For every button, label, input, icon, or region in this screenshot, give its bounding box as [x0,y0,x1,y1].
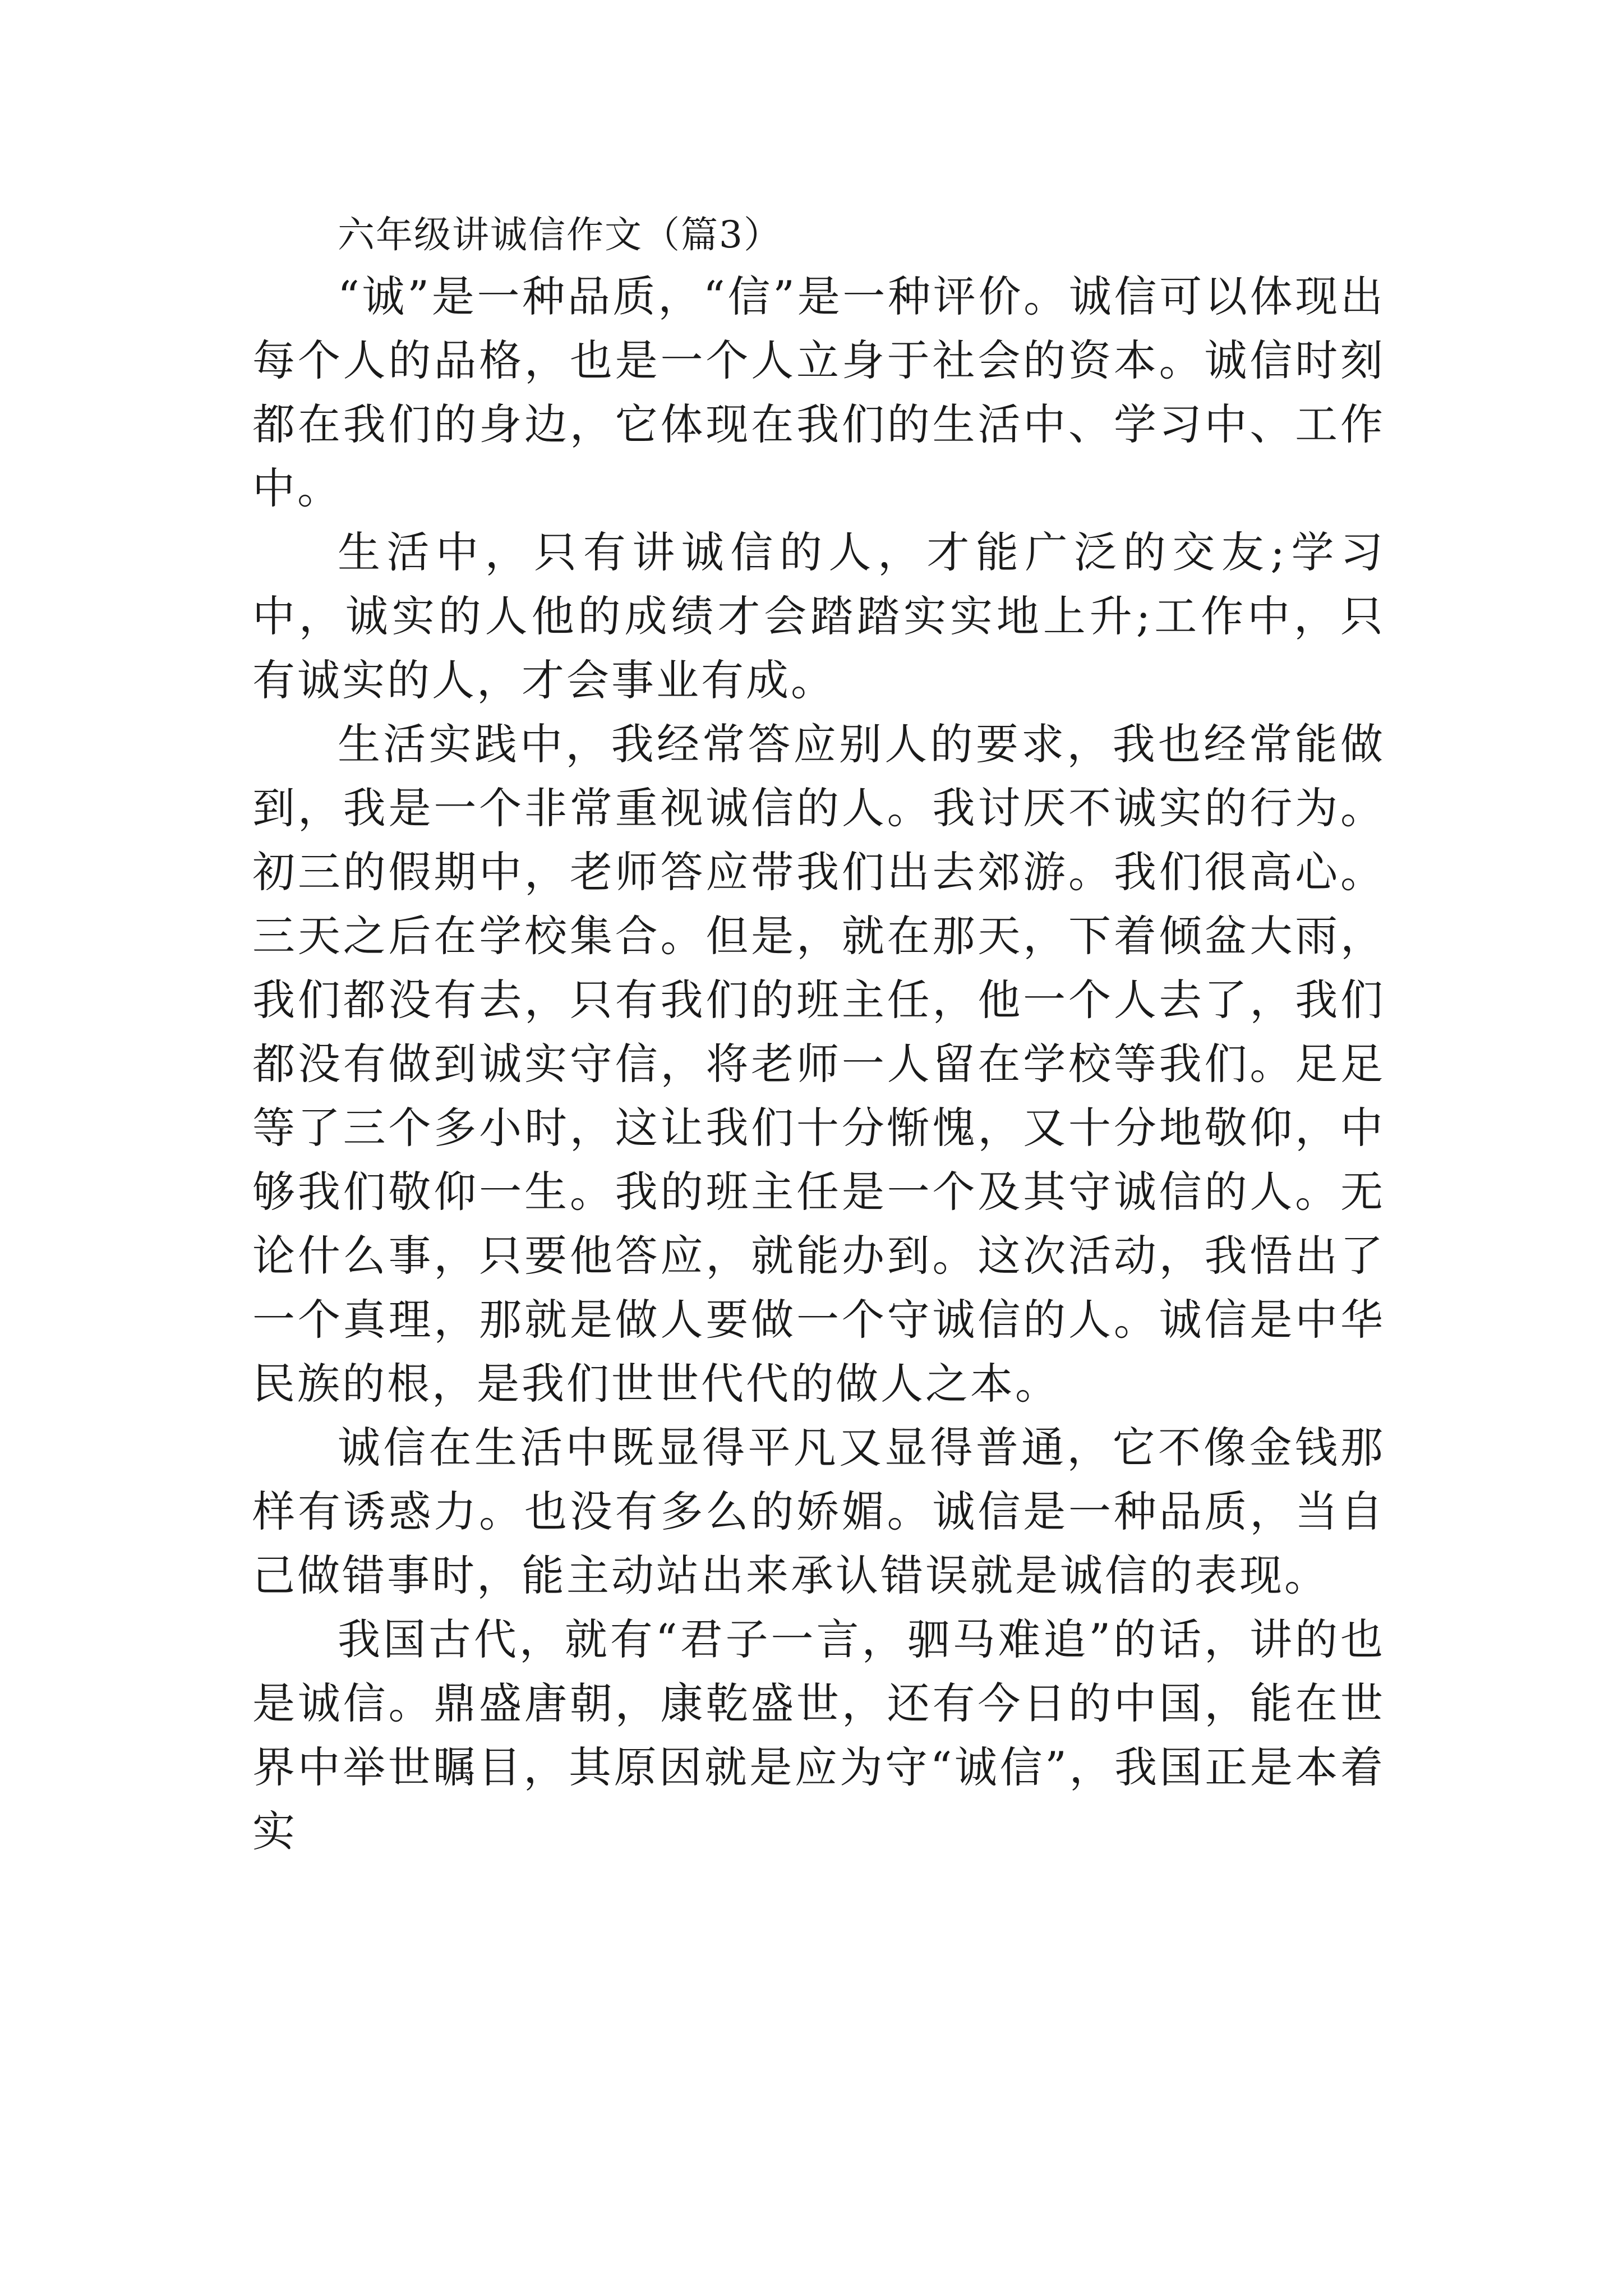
document-title: 六年级讲诚信作文（篇3） [338,213,782,256]
paragraph: 诚信在生活中既显得平凡又显得普通，它不像金钱那样有诱惑力。也没有多么的娇媚。诚信是一种品质，当自己做错事时，能主动站出来承认错误就是诚信的表现。 [252,1423,1385,1600]
paragraph: 生活实践中，我经常答应别人的要求，我也经常能做到，我是一个非常重视诚信的人。我讨厌不诚实的行为。初三的假期中，老师答应带我们出去郊游。我们很高心。三天之后在学校集合。但是，就在那天，下着倾盆大雨，我们都没有去，只有我们的班主任，他一个人去了，我们都没有做到诚实守信，将老师一人留在学校等我们。足足等了三个多小时，这让我们十分惭愧，又十分地敬仰，中够我们敬仰一生。我的班主任是一个及其守诚信的人。无论什么事，只要他答应，就能办到。这次活动，我悟出了一个真理，那就是做人要做一个守诚信的人。诚信是中华民族的根，是我们世世代代的做人之本。 [252,719,1385,1409]
paragraph: 我国古代，就有“君子一言，驷马难追”的话，讲的也是诚信。鼎盛唐朝，康乾盛世，还有今日的中国，能在世界中举世瞩目，其原因就是应为守“诚信”，我国正是本着实 [252,1614,1385,1856]
paragraph: “诚”是一种品质，“信”是一种评价。诚信可以体现出每个人的品格，也是一个人立身于社会的资本。诚信时刻都在我们的身边，它体现在我们的生活中、学习中、工作中。 [252,272,1385,513]
paragraph: 生活中，只有讲诚信的人，才能广泛的交友;学习中，诚实的人他的成绩才会踏踏实实地上升;工作中，只有诚实的人，才会事业有成。 [252,527,1385,705]
document-body [252,209,1385,1864]
